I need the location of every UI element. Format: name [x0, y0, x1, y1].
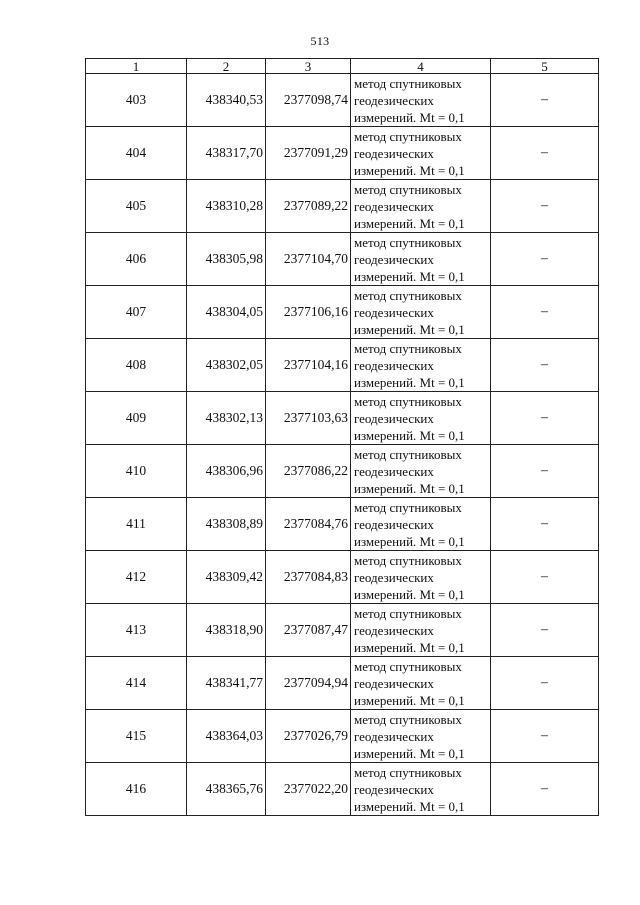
method-cell: метод спутниковых геодезических измерений. Mt = 0,1	[351, 74, 491, 127]
point-cell: 415	[86, 710, 187, 763]
method-cell: метод спутниковых геодезических измерений. Mt = 0,1	[351, 604, 491, 657]
y-coordinate-cell: 2377022,20	[266, 763, 351, 816]
table-row	[86, 127, 599, 180]
table-row	[86, 180, 599, 233]
header-col-5: 5	[491, 59, 599, 74]
method-cell: метод спутниковых геодезических измерений. Mt = 0,1	[351, 127, 491, 180]
table-row	[86, 604, 599, 657]
table-header	[86, 59, 599, 74]
x-coordinate-cell: 438340,53	[187, 74, 266, 127]
point-cell: 410	[86, 445, 187, 498]
x-coordinate-cell: 438341,77	[187, 657, 266, 710]
point-cell: 411	[86, 498, 187, 551]
method-cell: метод спутниковых геодезических измерений. Mt = 0,1	[351, 233, 491, 286]
y-coordinate-cell: 2377026,79	[266, 710, 351, 763]
method-cell: метод спутниковых геодезических измерений. Mt = 0,1	[351, 763, 491, 816]
note-cell: –	[491, 286, 599, 339]
note-cell: –	[491, 233, 599, 286]
point-cell: 407	[86, 286, 187, 339]
x-coordinate-cell: 438308,89	[187, 498, 266, 551]
method-cell: метод спутниковых геодезических измерений. Mt = 0,1	[351, 551, 491, 604]
header-row	[86, 59, 599, 74]
y-coordinate-cell: 2377104,16	[266, 339, 351, 392]
header-col-4: 4	[351, 59, 491, 74]
method-cell: метод спутниковых геодезических измерений. Mt = 0,1	[351, 339, 491, 392]
y-coordinate-cell: 2377106,16	[266, 286, 351, 339]
note-cell: –	[491, 551, 599, 604]
table-body	[86, 74, 599, 816]
method-cell: метод спутниковых геодезических измерений. Mt = 0,1	[351, 710, 491, 763]
y-coordinate-cell: 2377094,94	[266, 657, 351, 710]
table-row	[86, 74, 599, 127]
note-cell: –	[491, 604, 599, 657]
table-row	[86, 498, 599, 551]
table-row	[86, 286, 599, 339]
note-cell: –	[491, 657, 599, 710]
method-cell: метод спутниковых геодезических измерений. Mt = 0,1	[351, 392, 491, 445]
point-cell: 405	[86, 180, 187, 233]
point-cell: 414	[86, 657, 187, 710]
y-coordinate-cell: 2377084,76	[266, 498, 351, 551]
table-row	[86, 551, 599, 604]
x-coordinate-cell: 438309,42	[187, 551, 266, 604]
note-cell: –	[491, 498, 599, 551]
table-row	[86, 657, 599, 710]
x-coordinate-cell: 438310,28	[187, 180, 266, 233]
table-row	[86, 233, 599, 286]
y-coordinate-cell: 2377086,22	[266, 445, 351, 498]
coordinates-table	[85, 58, 599, 816]
point-cell: 412	[86, 551, 187, 604]
header-col-3: 3	[266, 59, 351, 74]
note-cell: –	[491, 763, 599, 816]
x-coordinate-cell: 438302,05	[187, 339, 266, 392]
header-col-2: 2	[187, 59, 266, 74]
method-cell: метод спутниковых геодезических измерений. Mt = 0,1	[351, 657, 491, 710]
y-coordinate-cell: 2377103,63	[266, 392, 351, 445]
x-coordinate-cell: 438318,90	[187, 604, 266, 657]
x-coordinate-cell: 438302,13	[187, 392, 266, 445]
point-cell: 403	[86, 74, 187, 127]
point-cell: 413	[86, 604, 187, 657]
x-coordinate-cell: 438364,03	[187, 710, 266, 763]
table-row	[86, 445, 599, 498]
method-cell: метод спутниковых геодезических измерений. Mt = 0,1	[351, 180, 491, 233]
note-cell: –	[491, 339, 599, 392]
table-row	[86, 339, 599, 392]
x-coordinate-cell: 438365,76	[187, 763, 266, 816]
page-number: 513	[310, 34, 330, 48]
x-coordinate-cell: 438304,05	[187, 286, 266, 339]
header-col-1: 1	[86, 59, 187, 74]
note-cell: –	[491, 74, 599, 127]
table-row	[86, 710, 599, 763]
point-cell: 409	[86, 392, 187, 445]
x-coordinate-cell: 438305,98	[187, 233, 266, 286]
y-coordinate-cell: 2377084,83	[266, 551, 351, 604]
note-cell: –	[491, 710, 599, 763]
y-coordinate-cell: 2377087,47	[266, 604, 351, 657]
table-row	[86, 763, 599, 816]
note-cell: –	[491, 180, 599, 233]
method-cell: метод спутниковых геодезических измерений. Mt = 0,1	[351, 498, 491, 551]
note-cell: –	[491, 392, 599, 445]
x-coordinate-cell: 438306,96	[187, 445, 266, 498]
method-cell: метод спутниковых геодезических измерений. Mt = 0,1	[351, 445, 491, 498]
note-cell: –	[491, 445, 599, 498]
y-coordinate-cell: 2377091,29	[266, 127, 351, 180]
y-coordinate-cell: 2377098,74	[266, 74, 351, 127]
method-cell: метод спутниковых геодезических измерений. Mt = 0,1	[351, 286, 491, 339]
table-row	[86, 392, 599, 445]
point-cell: 404	[86, 127, 187, 180]
point-cell: 416	[86, 763, 187, 816]
note-cell: –	[491, 127, 599, 180]
point-cell: 406	[86, 233, 187, 286]
x-coordinate-cell: 438317,70	[187, 127, 266, 180]
point-cell: 408	[86, 339, 187, 392]
y-coordinate-cell: 2377089,22	[266, 180, 351, 233]
y-coordinate-cell: 2377104,70	[266, 233, 351, 286]
